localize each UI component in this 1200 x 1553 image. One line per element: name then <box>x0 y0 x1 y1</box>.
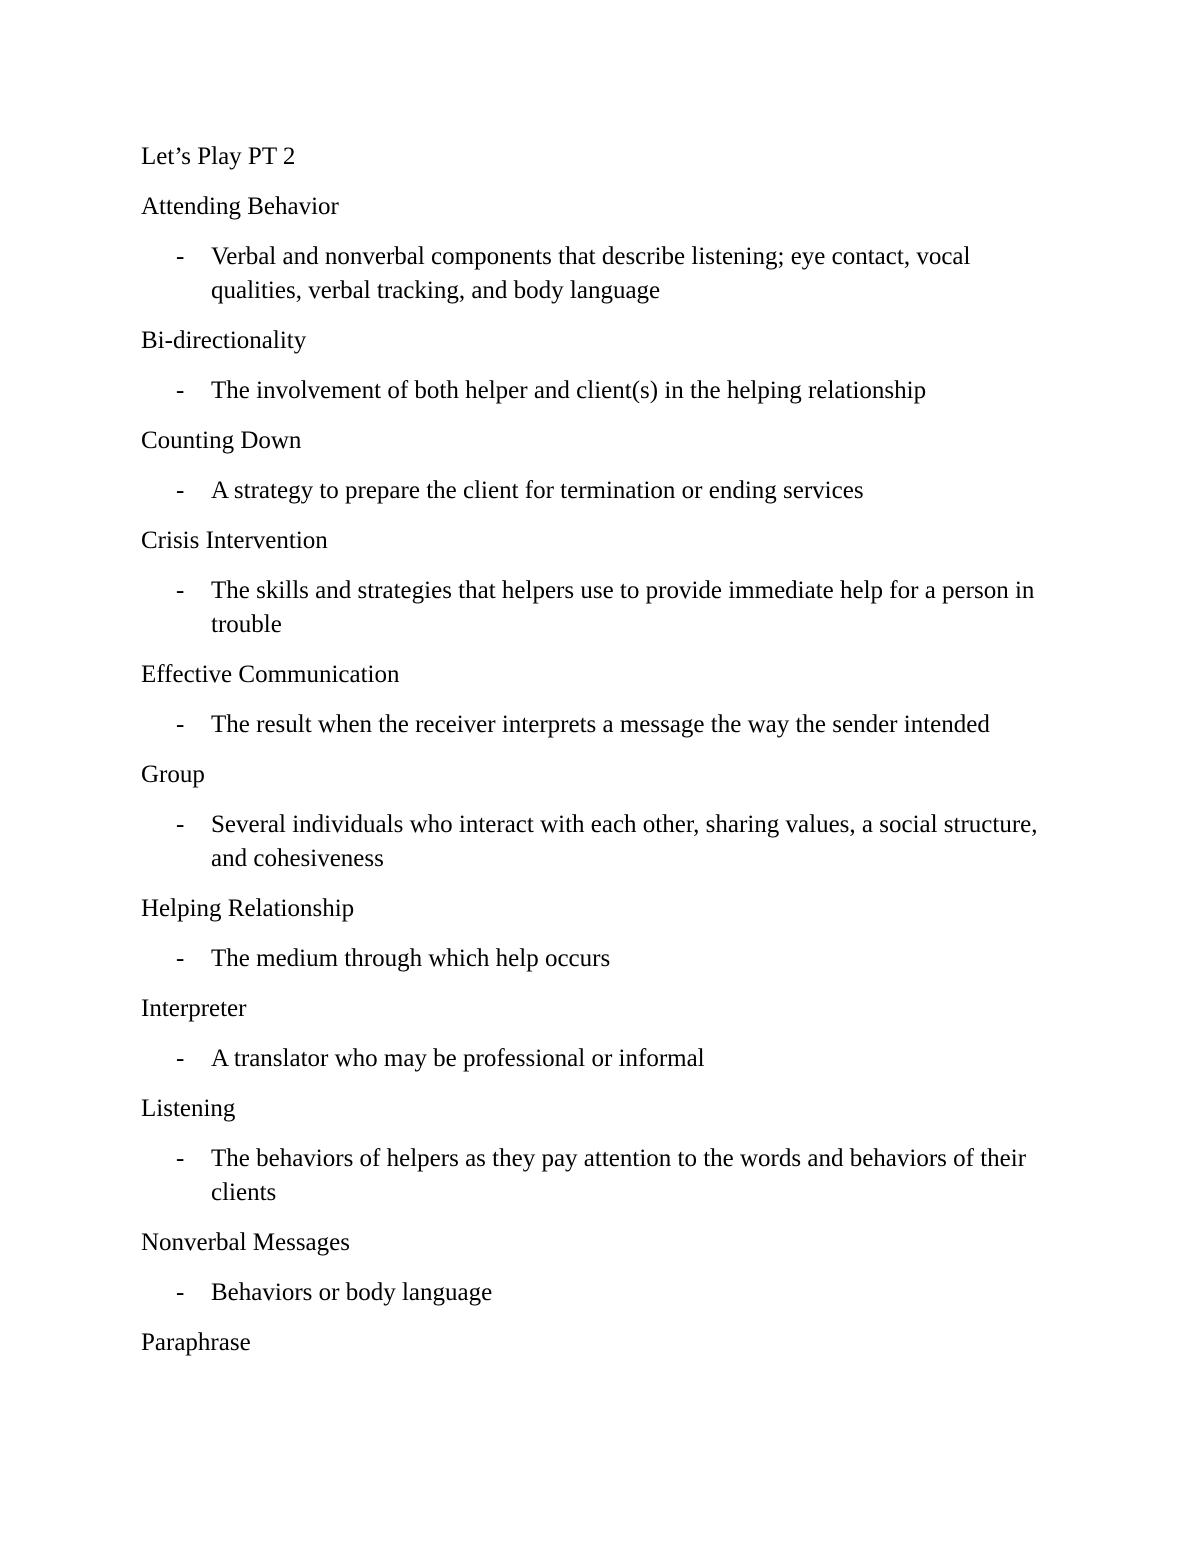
definition-list <box>141 1142 1061 1210</box>
definition-text: Behaviors or body language <box>211 1279 493 1306</box>
dash-bullet-icon: - <box>176 243 185 270</box>
dash-bullet-icon: - <box>176 1145 185 1172</box>
glossary-term: Effective Communication <box>141 661 400 688</box>
glossary-term: Helping Relationship <box>141 895 355 922</box>
glossary-term: Attending Behavior <box>141 193 339 220</box>
definition-text: The skills and strategies that helpers use to provide immediate help for a person in trouble <box>211 577 1035 638</box>
definition-item <box>141 374 1061 408</box>
definition-item <box>141 240 1061 308</box>
dash-bullet-icon: - <box>176 477 185 504</box>
definition-text: The involvement of both helper and client(s) in the helping relationship <box>211 377 927 404</box>
definition-list <box>141 942 1061 976</box>
glossary-term: Counting Down <box>141 427 302 454</box>
glossary-term: Listening <box>141 1095 236 1122</box>
definition-item <box>141 1142 1061 1210</box>
glossary-term: Nonverbal Messages <box>141 1229 350 1256</box>
definition-text: A translator who may be professional or informal <box>211 1045 705 1072</box>
glossary-term: Crisis Intervention <box>141 527 328 554</box>
dash-bullet-icon: - <box>176 1045 185 1072</box>
definition-item <box>141 808 1061 876</box>
definition-text: The medium through which help occurs <box>211 945 611 972</box>
definition-list <box>141 1276 1061 1310</box>
definition-text: The result when the receiver interprets a message the way the sender intended <box>211 711 990 738</box>
dash-bullet-icon: - <box>176 1279 185 1306</box>
glossary-term: Bi-directionality <box>141 327 307 354</box>
glossary-list <box>141 190 1061 1360</box>
glossary-term: Group <box>141 761 205 788</box>
glossary-term: Interpreter <box>141 995 247 1022</box>
dash-bullet-icon: - <box>176 711 185 738</box>
dash-bullet-icon: - <box>176 945 185 972</box>
glossary-term: Paraphrase <box>141 1329 251 1356</box>
definition-list <box>141 1042 1061 1076</box>
definition-item <box>141 574 1061 642</box>
definition-text: Several individuals who interact with each other, sharing values, a social structure, and cohesiveness <box>211 811 1038 872</box>
definition-list <box>141 240 1061 308</box>
definition-item <box>141 474 1061 508</box>
dash-bullet-icon: - <box>176 811 185 838</box>
document-title: Let’s Play PT 2 <box>141 143 296 170</box>
definition-text: The behaviors of helpers as they pay attention to the words and behaviors of their clients <box>211 1145 1027 1206</box>
definition-text: Verbal and nonverbal components that describe listening; eye contact, vocal qualities, verbal tracking, and body language <box>211 243 971 304</box>
dash-bullet-icon: - <box>176 577 185 604</box>
definition-list <box>141 474 1061 508</box>
definition-item <box>141 708 1061 742</box>
definition-item <box>141 1276 1061 1310</box>
definition-list <box>141 574 1061 642</box>
definition-text: A strategy to prepare the client for termination or ending services <box>211 477 864 504</box>
definition-item <box>141 942 1061 976</box>
dash-bullet-icon: - <box>176 377 185 404</box>
definition-list <box>141 808 1061 876</box>
definition-item <box>141 1042 1061 1076</box>
definition-list <box>141 708 1061 742</box>
document-body <box>141 140 1061 1376</box>
definition-list <box>141 374 1061 408</box>
